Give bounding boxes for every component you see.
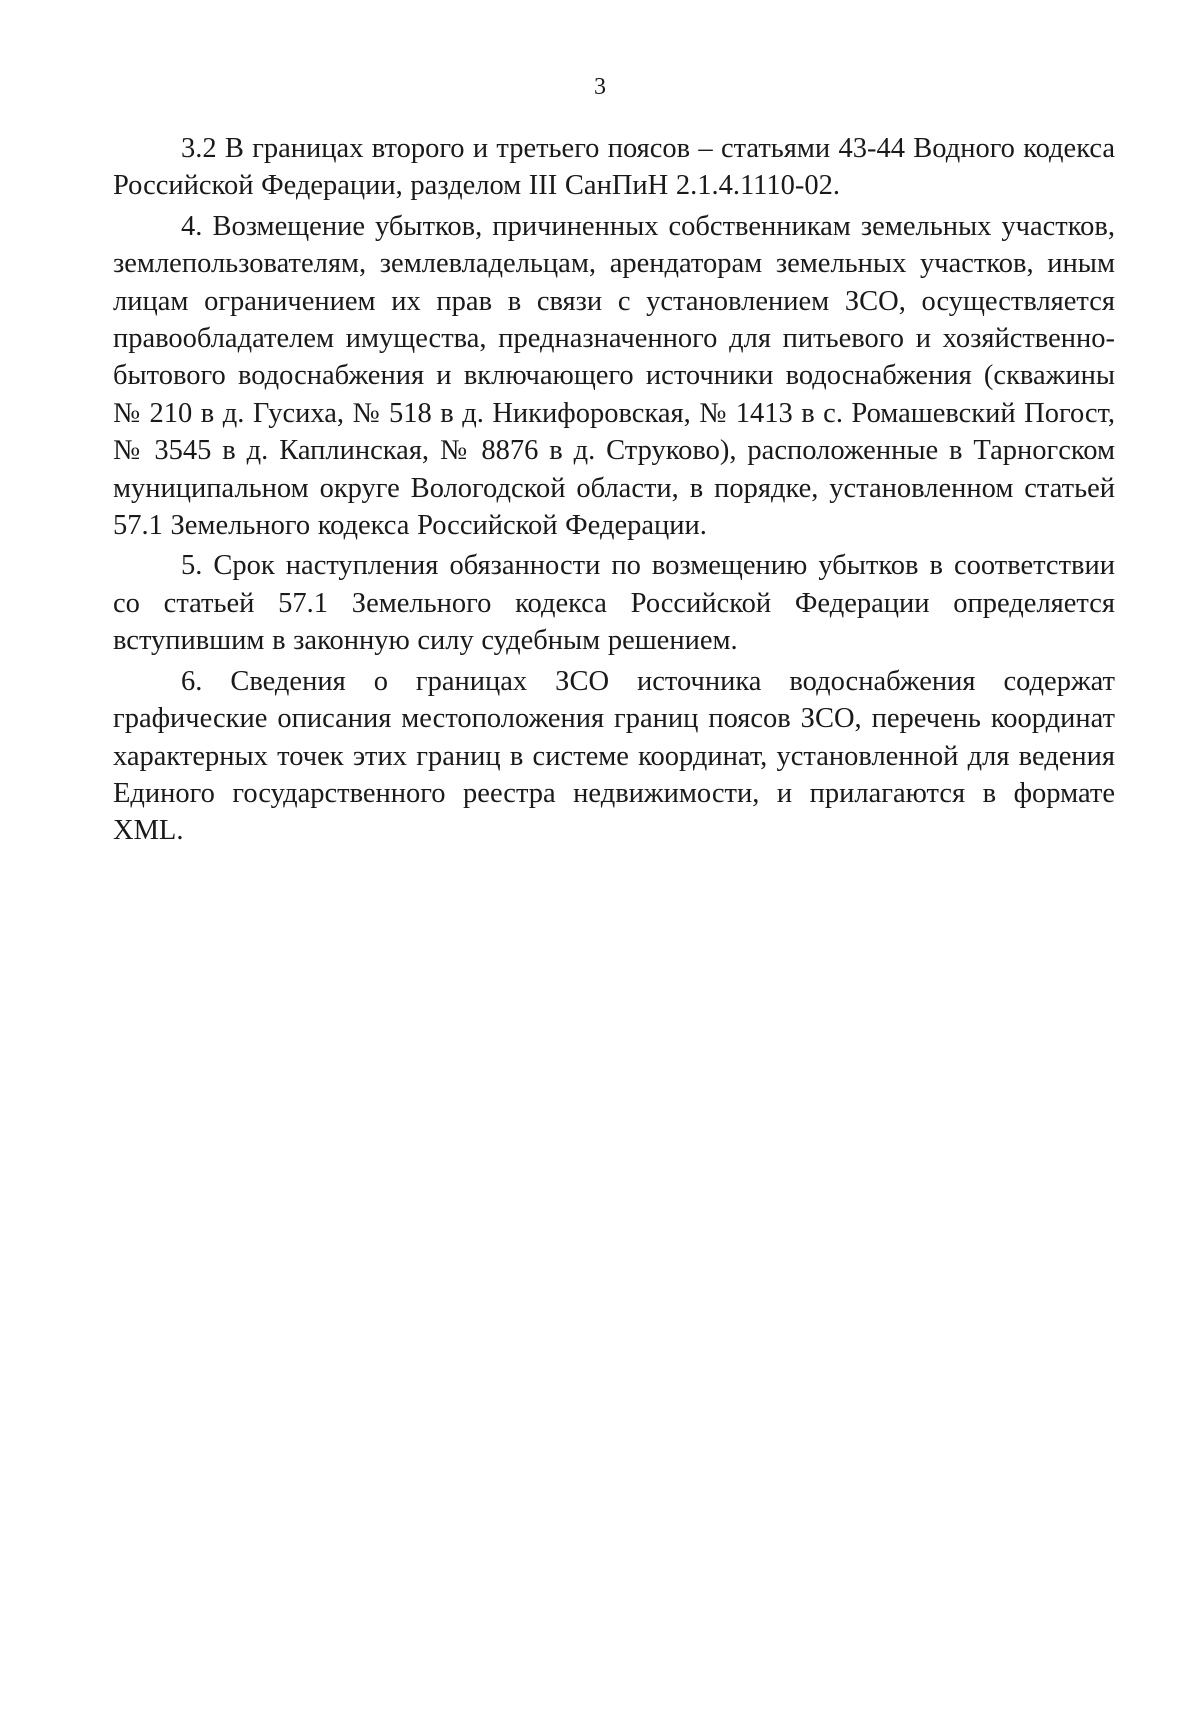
paragraph-4: 4. Возмещение убытков, причиненных собственникам земельных участков, землепользователям, землевладельцам, арендаторам земельных участков, иным лицам ограничением их прав в связи с установлением ЗСО, осуществляется правообладателем имущества, предназначенного для питьевого и хозяйственно-бытового водоснабжения и включающего источники водоснабжения (скважины № 210 в д. Гусиха, № 518 в д. Никифоровская, № 1413 в с. Ромашевский Погост, № 3545 в д. Каплинская, № 8876 в д. Струково), расположенные в Тарногском муниципальном округе Вологодской области, в порядке, установленном статьей 57.1 Земельного кодекса Российской Федерации. <box>113 210 1115 542</box>
document-body <box>113 130 1115 853</box>
paragraph-3-2: 3.2 В границах второго и третьего поясов – статьями 43-44 Водного кодекса Российской Федерации, разделом III СанПиН 2.1.4.1110-02. <box>113 133 1115 202</box>
paragraph-5: 5. Срок наступления обязанности по возмещению убытков в соответствии со статьей 57.1 Земельного кодекса Российской Федерации определяется вступившим в законную силу судебным решением. <box>113 550 1115 657</box>
page-number: 3 <box>594 74 606 100</box>
paragraph-6: 6. Сведения о границах ЗСО источника водоснабжения содержат графические описания местоположения границ поясов ЗСО, перечень координат характерных точек этих границ в системе координат, установленной для ведения Единого государственного реестра недвижимости, и прилагаются в формате XML. <box>113 665 1115 847</box>
